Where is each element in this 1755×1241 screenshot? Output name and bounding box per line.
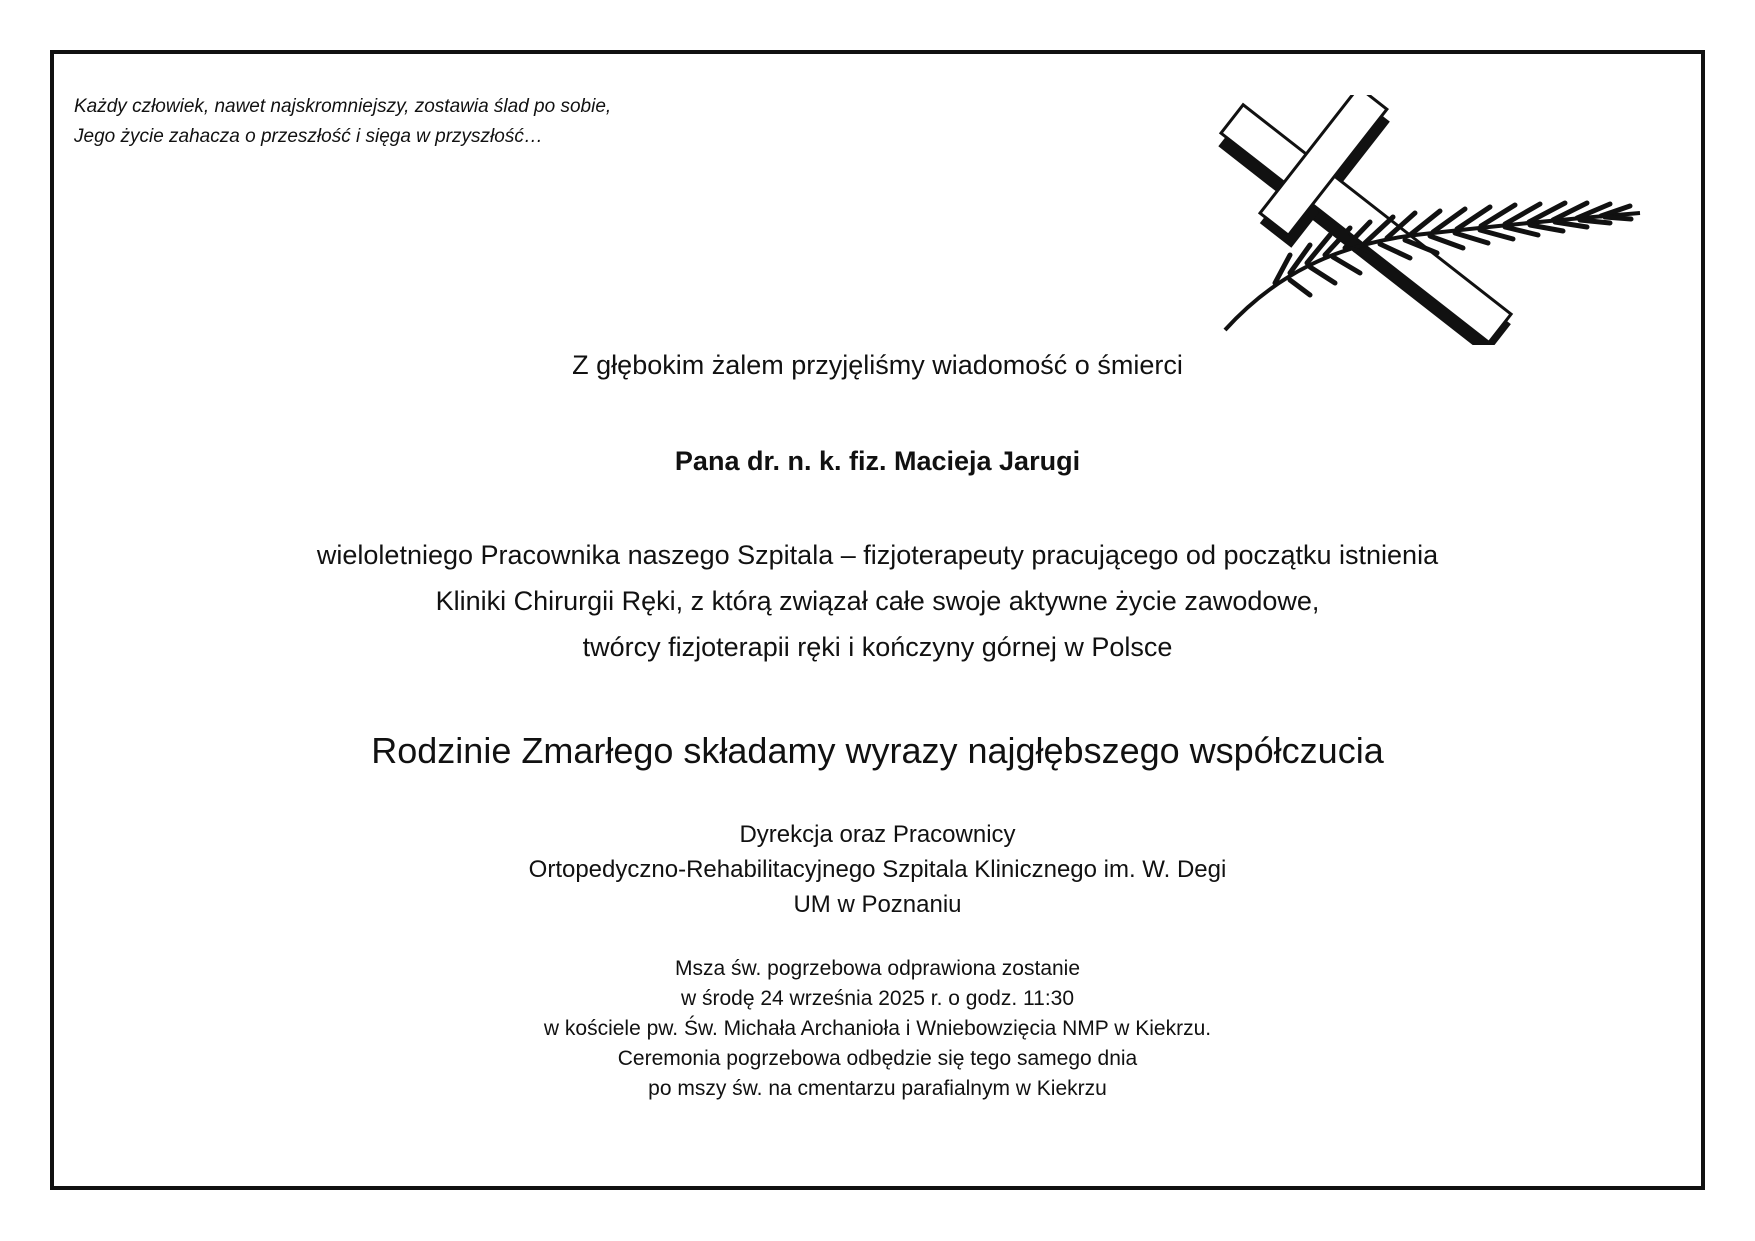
signature-line-3: UM w Poznaniu [793,891,962,918]
condolence-text: Rodzinie Zmarłego składamy wyrazy najgłębszego współczucia [371,730,1384,771]
description-line-2: Kliniki Chirurgii Ręki, z którą związał całe swoje aktywne życie zawodowe, [435,586,1320,616]
funeral-info-block [50,954,1705,1104]
signature-line-2: Ortopedyczno-Rehabilitacyjnego Szpitala Klinicznego im. W. Degi [528,856,1227,883]
quote-block [74,92,611,152]
funeral-line-2: w środę 24 września 2025 r. o godz. 11:30 [680,987,1075,1010]
funeral-line-1: Msza św. pogrzebowa odprawiona zostanie [674,957,1081,980]
cross-and-palm-ornament [1215,95,1655,345]
description-line-3: twórcy fizjoterapii ręki i kończyny górnej w Polsce [582,632,1173,662]
description-block [50,532,1705,670]
signature-line-1: Dyrekcja oraz Pracownicy [739,821,1016,848]
quote-line-2: Jego życie zahacza o przeszłość i sięga w przyszłość… [74,126,543,147]
funeral-line-3: w kościele pw. Św. Michała Archanioła i Wniebowzięcia NMP w Kiekrzu. [543,1017,1212,1040]
quote-line-1: Każdy człowiek, nawet najskromniejszy, zostawia ślad po sobie, [74,96,612,117]
description-line-1: wieloletniego Pracownika naszego Szpitala – fizjoterapeuty pracującego od początku istnienia [316,540,1439,570]
intro-text: Z głębokim żalem przyjęliśmy wiadomość o śmierci [572,350,1183,380]
deceased-name: Pana dr. n. k. fiz. Macieja Jarugi [674,446,1081,476]
signature-block [50,817,1705,922]
funeral-line-4: Ceremonia pogrzebowa odbędzie się tego samego dnia [617,1047,1138,1070]
funeral-line-5: po mszy św. na cmentarzu parafialnym w Kiekrzu [648,1077,1107,1100]
